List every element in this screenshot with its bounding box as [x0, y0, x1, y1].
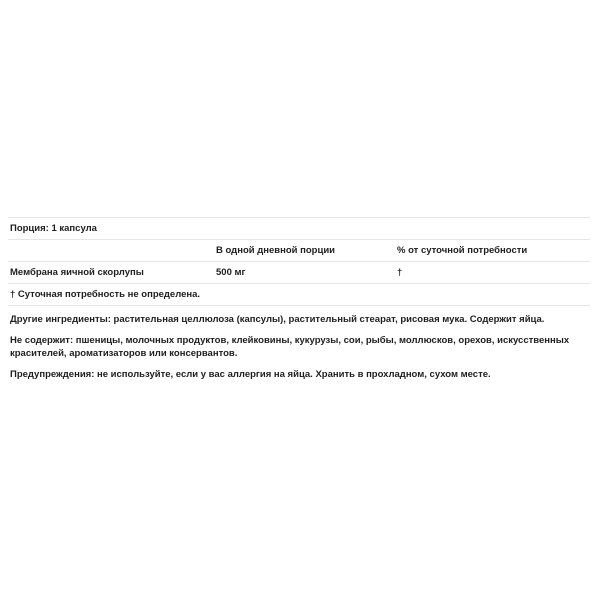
- header-row: [8, 239, 590, 261]
- ingredient-name: Мембрана яичной скорлупы: [10, 267, 144, 278]
- ingredient-dv: †: [397, 267, 403, 278]
- free-of: Не содержит: пшеницы, молочных продуктов, клейковины, кукурузы, сои, рыбы, моллюсков, орехов, искусственных красителей, ароматизаторов или консервантов.: [10, 335, 570, 359]
- dv-header: % от суточной потребности: [397, 245, 528, 256]
- footnote-row: [8, 283, 590, 306]
- footnote: † Суточная потребность не определена.: [10, 289, 201, 300]
- serving-row: [8, 217, 590, 239]
- supplement-facts-table: [8, 217, 590, 306]
- other-ingredients: Другие ингредиенты: растительная целлюлоза (капсулы), растительный стеарат, рисовая мука. Содержит яйца.: [10, 314, 545, 325]
- warnings: Предупреждения: не используйте, если у вас аллергия на яйца. Хранить в прохладном, сухом месте.: [10, 369, 491, 380]
- amount-header: В одной дневной порции: [216, 245, 336, 256]
- table-row: [8, 261, 590, 283]
- serving-size: Порция: 1 капсула: [10, 223, 97, 234]
- ingredient-amount: 500 мг: [216, 267, 246, 278]
